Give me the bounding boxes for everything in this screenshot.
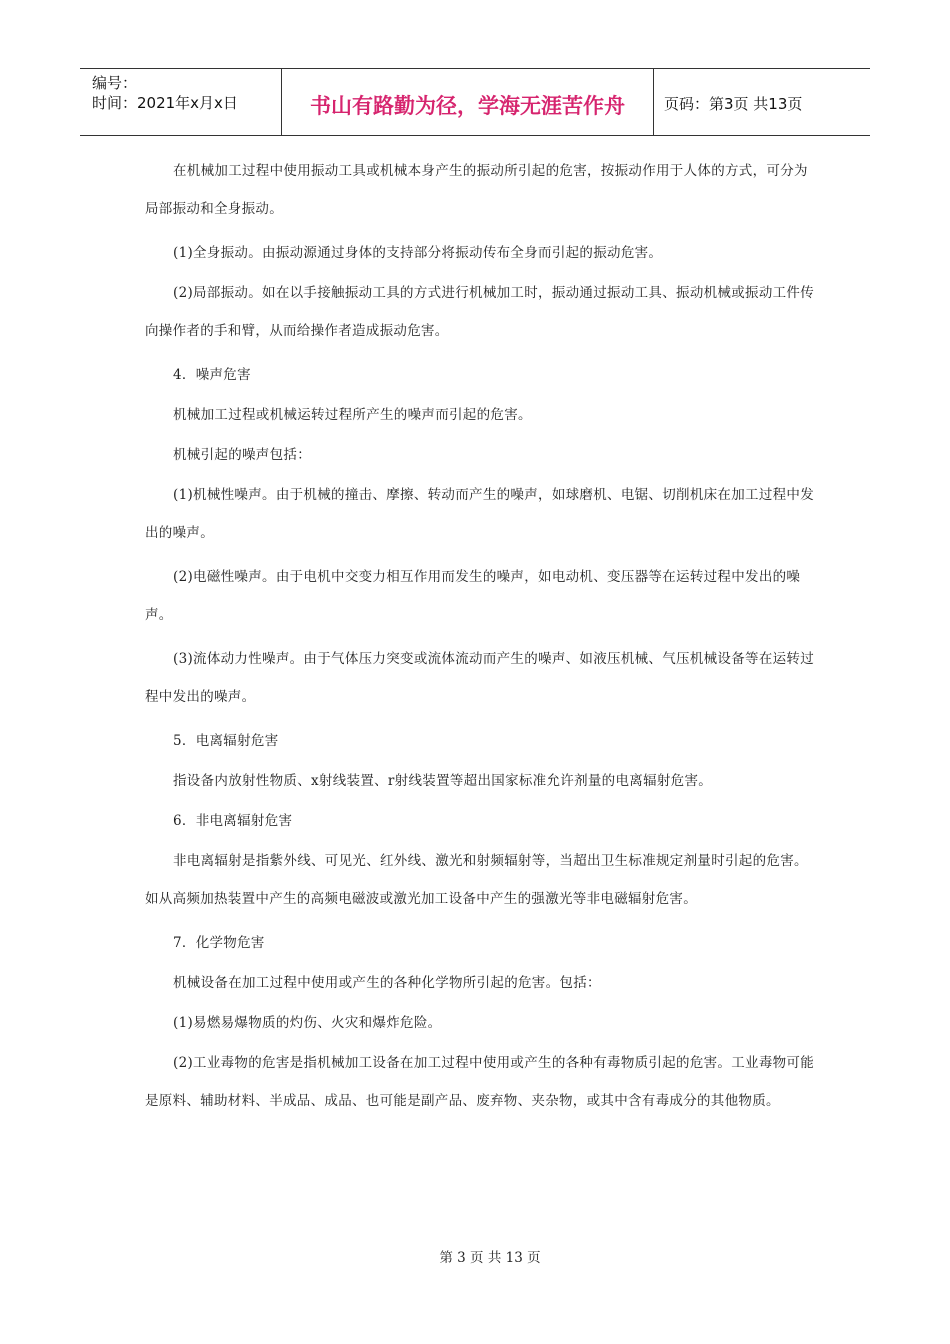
header-meta — [80, 69, 282, 135]
paragraph: (1)机械性噪声。由于机械的撞击、摩擦、转动而产生的噪声，如球磨机、电锯、切削机床在加工过程中发出的噪声。 — [145, 487, 815, 541]
paragraph: (2)工业毒物的危害是指机械加工设备在加工过程中使用或产生的各种有毒物质引起的危害。工业毒物可能是原料、辅助材料、半成品、成品、也可能是副产品、废弃物、夹杂物，或其中含有毒成分的其他物质。 — [145, 1055, 815, 1109]
document-body — [145, 152, 815, 1126]
paragraph: 机械引起的噪声包括： — [173, 447, 311, 463]
section-heading: 4．噪声危害 — [173, 367, 251, 383]
header-page-info: 页码：第3页 共13页 — [664, 94, 803, 113]
paragraph: (1)易燃易爆物质的灼伤、火灾和爆炸危险。 — [173, 1015, 442, 1031]
header-motto: 书山有路勤为径，学海无涯苦作舟 — [282, 69, 654, 135]
paragraph: 非电离辐射是指紫外线、可见光、红外线、激光和射频辐射等，当超出卫生标准规定剂量时引起的危害。如从高频加热装置中产生的高频电磁波或激光加工设备中产生的强激光等非电磁辐射危害。 — [145, 853, 808, 907]
paragraph: 机械设备在加工过程中使用或产生的各种化学物所引起的危害。包括： — [173, 975, 601, 991]
page-header — [80, 68, 870, 136]
page-footer: 第 3 页 共 13 页 — [439, 1250, 541, 1266]
document-number-label: 编号： — [92, 74, 138, 92]
document-time: 时间：2021年x月x日 — [92, 94, 238, 112]
paragraph: 指设备内放射性物质、x射线装置、r射线装置等超出国家标准允许剂量的电离辐射危害。 — [173, 773, 713, 789]
section-heading: 6．非电离辐射危害 — [173, 813, 293, 829]
paragraph: (3)流体动力性噪声。由于气体压力突变或流体流动而产生的噪声、如液压机械、气压机械设备等在运转过程中发出的噪声。 — [145, 651, 815, 705]
paragraph: (2)电磁性噪声。由于电机中交变力相互作用而发生的噪声，如电动机、变压器等在运转过程中发出的噪声。 — [145, 569, 801, 623]
paragraph: (2)局部振动。如在以手接触振动工具的方式进行机械加工时，振动通过振动工具、振动机械或振动工件传向操作者的手和臂，从而给操作者造成振动危害。 — [145, 285, 815, 339]
section-heading: 5．电离辐射危害 — [173, 733, 279, 749]
paragraph: 机械加工过程或机械运转过程所产生的噪声而引起的危害。 — [173, 407, 532, 423]
paragraph: (1)全身振动。由振动源通过身体的支持部分将振动传布全身而引起的振动危害。 — [173, 245, 663, 261]
section-heading: 7．化学物危害 — [173, 935, 265, 951]
paragraph: 在机械加工过程中使用振动工具或机械本身产生的振动所引起的危害，按振动作用于人体的方式，可分为局部振动和全身振动。 — [145, 163, 808, 217]
